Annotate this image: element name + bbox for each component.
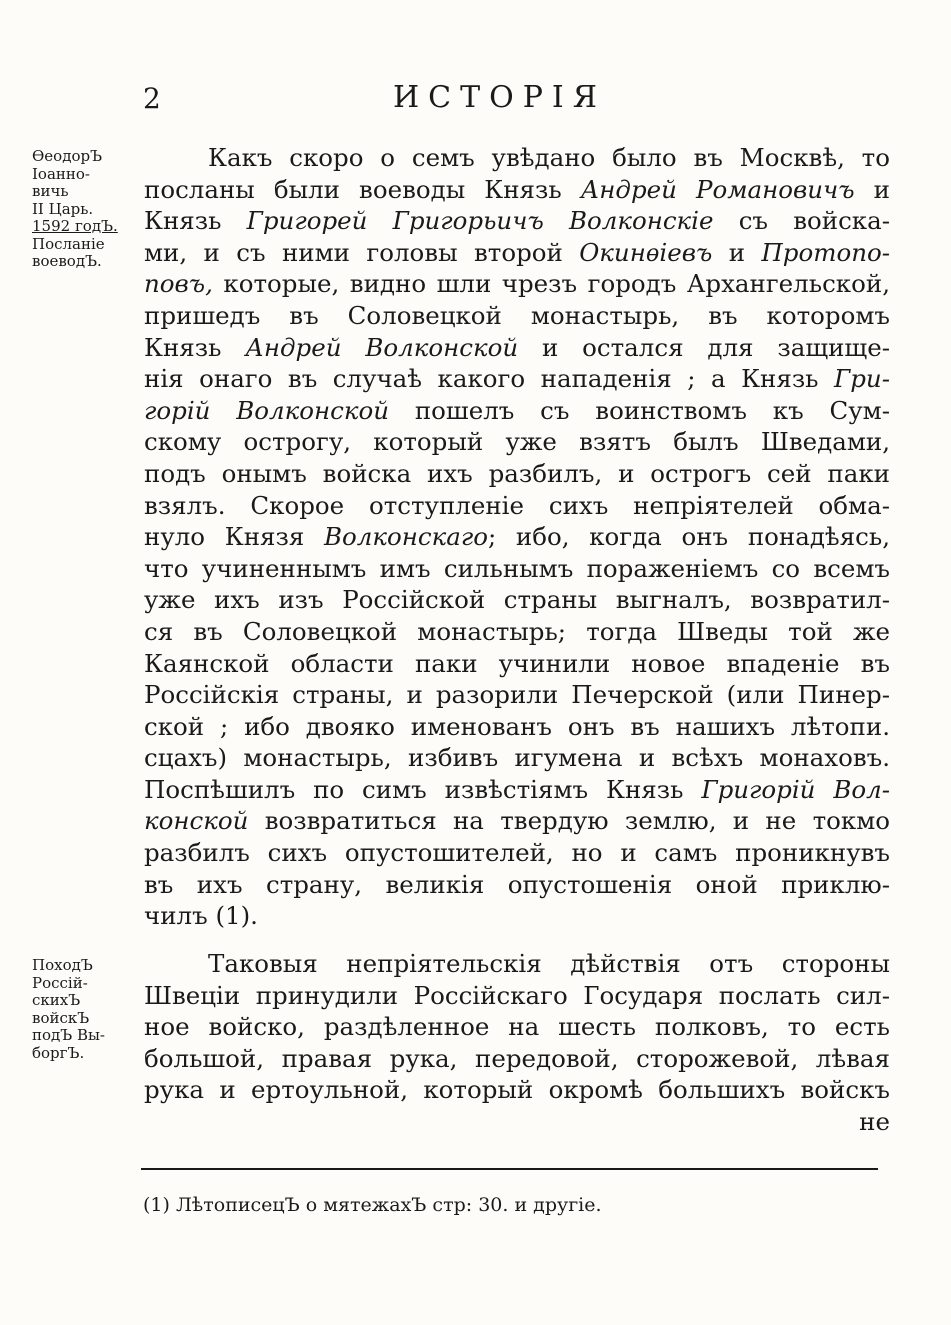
text-segment: и <box>712 237 762 267</box>
text-segment: ми, и съ ними головы второй <box>144 237 580 267</box>
text-line <box>144 648 890 680</box>
margin-note-line: войскЪ <box>32 1008 90 1027</box>
text-segment: сцахъ) монастырь, избивъ игумена и всѣхъ монаховъ. <box>144 743 890 773</box>
text-segment: Таковыя непріятельскія дѣйствія отъ стороны <box>208 949 890 978</box>
text-line <box>144 490 890 522</box>
text-line <box>144 774 890 806</box>
text-line <box>144 711 890 743</box>
text-line <box>144 174 890 206</box>
text-segment: что учиненнымъ имъ сильнымъ пораженіемъ со всемъ <box>144 553 890 583</box>
text-line <box>144 332 890 364</box>
text-segment: большой, правая рука, передовой, сторожевой, лѣвая <box>144 1043 890 1073</box>
text-segment: пришедъ въ Соловецкой монастырь, въ которомъ <box>144 300 890 330</box>
text-line <box>144 458 890 490</box>
text-line <box>144 300 890 332</box>
text-segment: ся въ Соловецкой монастырь; тогда Шведы той же <box>144 616 890 646</box>
italic-name: Андрей Волконской <box>245 332 519 362</box>
text-segment: ской ; ибо двояко именованъ онъ въ нашихъ лѣтопи. <box>144 711 890 741</box>
text-line <box>144 395 890 427</box>
text-segment: и <box>854 174 890 204</box>
text-segment: посланы были воеводы Князь <box>144 174 581 204</box>
text-line <box>144 1043 890 1075</box>
text-line <box>144 837 890 869</box>
text-segment: рука и ертоульной, который окромѣ большихъ войскъ <box>144 1075 890 1105</box>
footnote: (1) ЛѣтописецЪ о мятежахЪ стр: 30. и другіе. <box>143 1194 602 1216</box>
margin-note-line: II Царь. <box>32 199 94 218</box>
text-line <box>144 1074 890 1106</box>
text-segment: уже ихъ изъ Россійской страны выгналъ, возвратил- <box>144 585 890 615</box>
margin-note <box>32 957 132 1062</box>
running-head: ИСТОРІЯ <box>393 80 606 115</box>
italic-name: Окинѳіевъ <box>579 237 713 267</box>
text-segment: взялъ. Скорое отступленіе сихъ непріятелей обма- <box>144 490 890 520</box>
margin-note-line: подЪ Вы- <box>32 1026 105 1044</box>
italic-name: Гри- <box>834 364 890 394</box>
margin-note-line: вичь <box>32 182 69 200</box>
page-number: 2 <box>143 82 161 115</box>
italic-name: Григорей Григорьичъ Волконскіе <box>246 206 714 236</box>
text-segment: Каянской области паки учинили новое впаденіе въ <box>144 648 890 678</box>
text-segment: Россійскія страны, и разорили Печерской (или Пинер- <box>144 680 890 710</box>
text-segment: Швецiи принудили Россійскаго Государя послать сил- <box>144 980 890 1010</box>
text-line <box>144 237 890 269</box>
text-segment: ; ибо, когда онъ понадѣясь, <box>487 522 891 552</box>
text-line <box>144 980 890 1012</box>
italic-name: Григорій Вол- <box>701 774 890 804</box>
margin-note-line: воеводЪ. <box>32 252 102 270</box>
text-segment: возвратиться на твердую землю, и не токмо <box>248 806 890 836</box>
italic-name: горій Волконской <box>144 395 390 425</box>
text-line <box>144 869 890 901</box>
text-line <box>144 268 890 300</box>
margin-note-line: Посланіе <box>32 234 105 253</box>
margin-note <box>32 148 132 271</box>
footnote-rule <box>141 1168 878 1170</box>
italic-name: Андрей Романовичъ <box>580 174 855 204</box>
margin-note-line: боргЪ. <box>32 1043 85 1062</box>
text-line <box>144 679 890 711</box>
text-line <box>144 426 890 458</box>
text-line <box>144 205 890 237</box>
text-segment: съ войска- <box>713 206 890 236</box>
text-segment: которые, видно шли чрезъ городъ Архангельской, <box>212 269 890 299</box>
text-segment: нуло Князя <box>144 522 324 552</box>
text-line <box>144 363 890 395</box>
text-line <box>144 142 890 174</box>
paragraph <box>144 142 890 932</box>
text-segment: подъ онымъ войска ихъ разбилъ, и острогъ сей паки <box>144 458 890 488</box>
text-line <box>144 742 890 774</box>
text-segment: Какъ скоро о семъ увѣдано было въ Москвѣ, то <box>208 143 890 172</box>
text-segment: чилъ (1). <box>144 901 258 931</box>
text-segment: скому острогу, который уже взятъ былъ Шведами, <box>144 427 890 457</box>
margin-note-line: Іоанно- <box>32 164 90 183</box>
text-segment: Князь <box>144 332 246 362</box>
text-segment: въ ихъ страну, великія опустошенія оной приклю- <box>144 869 890 899</box>
text-line <box>144 584 890 616</box>
text-segment: и остался для защище- <box>518 332 890 362</box>
text-segment: не <box>859 1106 890 1136</box>
text-line <box>144 805 890 837</box>
margin-note-line: ПоходЪ <box>32 956 93 974</box>
text-line <box>144 1011 890 1043</box>
italic-name: Волконскаго <box>324 522 488 552</box>
text-line <box>144 553 890 585</box>
margin-note-line: скихЪ <box>32 991 81 1009</box>
text-segment: Поспѣшилъ по симъ извѣстіямъ Князь <box>144 774 702 804</box>
text-line <box>144 948 890 980</box>
text-line <box>144 900 890 932</box>
margin-note-line: ѲеодорЪ <box>32 147 102 165</box>
paragraph <box>144 948 890 1138</box>
italic-name: Протопо- <box>761 237 891 267</box>
text-line <box>144 1106 890 1138</box>
text-line <box>144 521 890 553</box>
text-segment: пошелъ съ воинствомъ къ Сум- <box>389 395 890 425</box>
text-segment: нія онаго въ случаѣ какого нападенія ; а Князь <box>144 364 835 394</box>
margin-note-line: Россій- <box>32 973 88 992</box>
italic-name: повъ, <box>144 269 213 299</box>
italic-name: конской <box>144 806 249 836</box>
text-segment: ное войско, раздѣленное на шесть полковъ, то есть <box>144 1012 890 1042</box>
text-line <box>144 616 890 648</box>
margin-note-line: 1592 годЪ. <box>32 217 118 235</box>
text-segment: разбилъ сихъ опустошителей, но и самъ проникнувъ <box>144 838 890 868</box>
text-segment: Князь <box>144 206 247 236</box>
